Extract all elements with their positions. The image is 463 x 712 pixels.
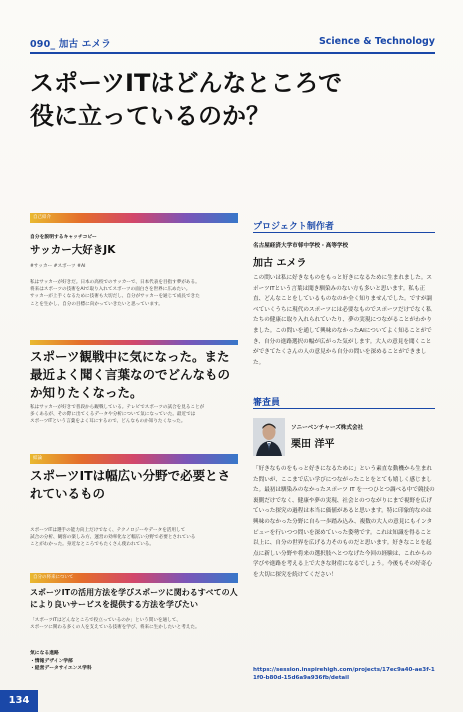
catchcopy-lead: 自分を説明するキャッチコピー bbox=[30, 235, 97, 240]
project-url[interactable]: https://session.inspirehigh.com/projects/17ec9a40-ae3f-11f0-b80d-15d6a9a936fb/detail bbox=[253, 667, 435, 681]
section2-tag: 結論 bbox=[30, 454, 238, 464]
profile-tag: 自己紹介 bbox=[30, 213, 238, 223]
section2-heading: スポーツITは幅広い分野で必要とされているもの bbox=[30, 468, 231, 501]
creator-school: 名古屋経済大学市邨中学校・高等学校 bbox=[253, 243, 349, 249]
reviewer-name: 栗田 洋平 bbox=[291, 439, 335, 450]
section1-heading: スポーツ観戦中に気になった。また最近よく聞く言葉なのでどんなものか知りたくなった。 bbox=[30, 349, 231, 400]
page-title bbox=[30, 67, 435, 133]
profile-body: 私はサッカーが好きだ。日本の高校でのサッカーで、日本代表を目指す夢がある。 将来はスポーツの技術をAIで取り入れてスポーツの面白さを世界に広めたい。 サッカーが上手くなるために技術も大切だし、自分がサッカーを通じて成長できた ことを生かし、自分の目標に向かっていきたいと思っています。 bbox=[30, 280, 200, 307]
reviewer-company: ソニーベンチャーズ株式会社 bbox=[291, 425, 364, 431]
creator-body: この問いは私に好きなものをもっと好きになるために生まれました。スポーツITという言葉は聞き馴染みのない方も多いと思います。私も正直、どんなことをしているものなのか全く知りませんでした。ですが調べていくうちに現代のスポーツには必要なものでスポーツだけでなく私たちの健康に取り入れられていたり、夢の実現につながることがわかりました。この問いを通して興味のなかったAIについてよく知ることができ、自分の進路選択の幅が広がった気がします。大人の意見を聞くことができてたくさんの人の意見から自分の問いを深めることができました。 bbox=[253, 275, 433, 366]
student-label: 090_ 加古 エメラ bbox=[30, 39, 111, 50]
profile-section bbox=[30, 213, 238, 313]
section3-heading: スポーツITの活用方法を学びスポーツに関わるすべての人により良いサービスを提供する方法を学びたい bbox=[30, 588, 238, 609]
hashtags: #サッカー #スポーツ #AI bbox=[30, 264, 86, 269]
creator-name: 加古 エメラ bbox=[253, 258, 307, 269]
section1-body: 私はサッカーが好きで普段から観戦している。テレビでスポーツの試合を見ることが 多くあるが、その際に出てくるデータや分析について気になっていた。最近では スポーツITという言葉をよく耳にするので、どんなものか知りたくなった。 bbox=[30, 405, 205, 425]
title-line-2: 役に立っているのか？ bbox=[30, 102, 270, 130]
reviewer-divider bbox=[253, 408, 435, 409]
section2-body: スポーツITは選手の能力向上だけでなく、テクノロジーやデータを活用して 試合の分析、観客の楽しみ方、運営の効率化など幅広い分野で必要とされている ことがわかった。身近なところでもたくさん使われている。 bbox=[30, 528, 196, 548]
reviewer-body: 「好きなものをもっと好きになるために」という素直な動機から生まれた問いが、ここまで広い学びにつながったことをとても嬉しく感じました。最初は馴染みのなかったスポーツ IT を一つひとつ調べる中で競技の裏側だけでなく、健康や夢の実現、社会とのつながりにまで視野を広げていった探究の過程は本当に価値があると思います。特に印象的なのは興味のなかった分野に自ら一歩踏み込み、複数の大人の意見にもインタビューを行いつつ問いを深めていった姿勢です。これは知識を得ること以上に、自分の世界を広げる力そのものだと思います。好きなことを起点に新しい分野や将来の選択肢へとつなげた今回の経験は、これからの学びや進路を考える上で大きな財産になるでしょう。今後もその好奇心を大切に探究を続けてください！ bbox=[253, 466, 435, 578]
page-number: 134 bbox=[0, 690, 38, 712]
creator-heading: プロジェクト制作者 bbox=[253, 222, 334, 232]
study-label: 気になる進路 bbox=[30, 651, 59, 656]
study-item: ・情報デザイン学部 bbox=[30, 659, 73, 664]
section1-bar bbox=[30, 340, 238, 345]
section3-tag: 自分の将来について bbox=[30, 573, 238, 583]
section3-tag-wrap bbox=[30, 573, 238, 583]
reviewer-heading: 審査員 bbox=[253, 398, 281, 408]
header-bar bbox=[30, 36, 435, 52]
category-label: Science & Technology bbox=[318, 36, 435, 47]
reviewer-photo bbox=[253, 418, 285, 456]
catchcopy: サッカー大好きJK bbox=[30, 244, 116, 256]
section3-body: 「スポーツITはどんなところで役立っているのか」という問いを通して、 スポーツに関わる多くの人を支えている技術を学び、将来に生かしたいと考えた。 bbox=[30, 618, 200, 631]
title-line-1: スポーツITはどんなところで bbox=[30, 69, 343, 97]
study-item: ・経営データサイエンス学科 bbox=[30, 666, 92, 671]
section2-tag-wrap bbox=[30, 454, 238, 464]
study-list bbox=[30, 658, 238, 672]
creator-divider bbox=[253, 232, 435, 233]
header-divider bbox=[30, 52, 435, 54]
